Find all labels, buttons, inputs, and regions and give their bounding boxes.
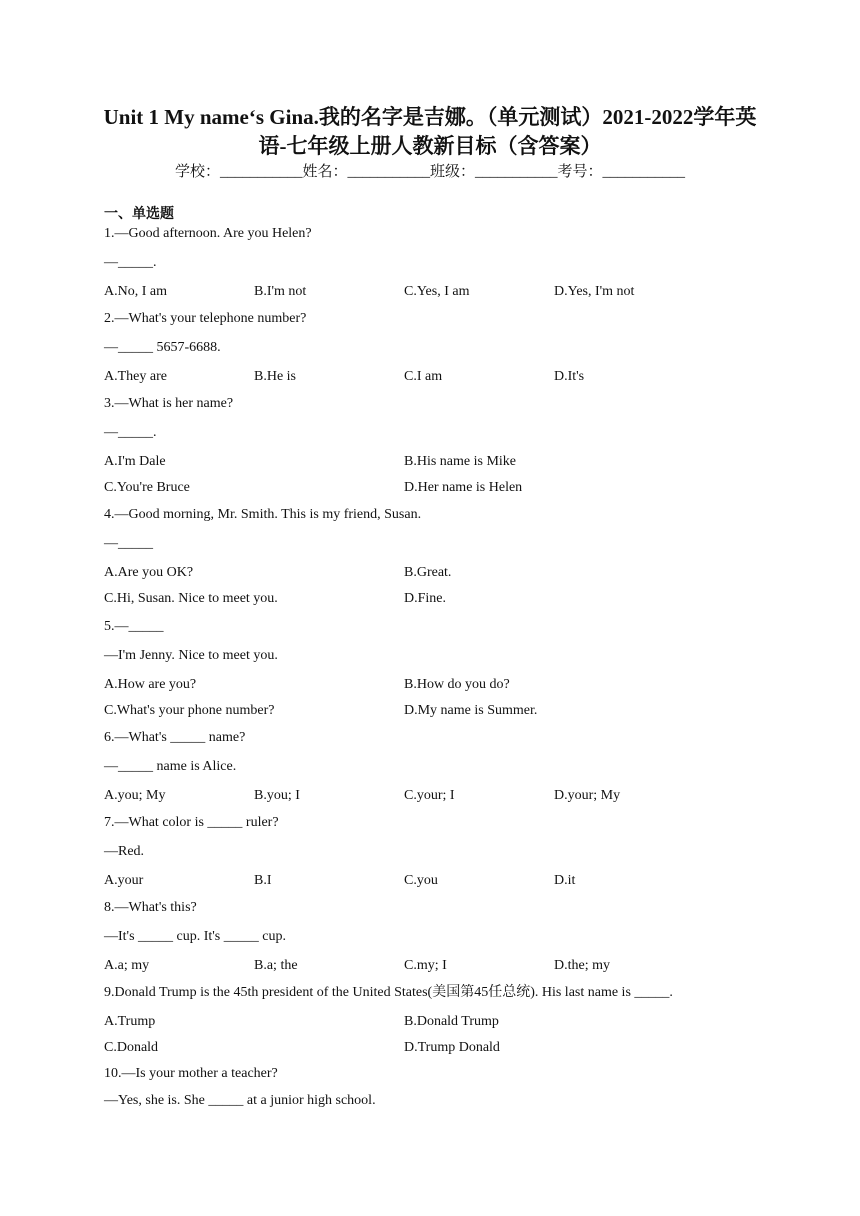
question-2-option-c: C.I am xyxy=(404,369,443,384)
question-2-option-d: D.It's xyxy=(554,369,585,384)
question-8-option-b: B.a; the xyxy=(254,958,298,973)
question-3-option-b: B.His name is Mike xyxy=(404,454,516,469)
question-5-stem: 5.—_____ xyxy=(104,619,164,634)
question-7-option-b: B.I xyxy=(254,873,272,888)
question-4-stem: 4.—Good morning, Mr. Smith. This is my friend, Susan. xyxy=(104,507,422,522)
question-4-option-d: D.Fine. xyxy=(404,591,446,606)
student-info-line: 学校：___________姓名：___________班级：___________考号：___________ xyxy=(174,164,685,180)
question-8-answer-line: —It's _____ cup. It's _____ cup. xyxy=(104,929,286,944)
question-7-answer-line: —Red. xyxy=(104,844,145,859)
question-7-option-a: A.your xyxy=(104,873,144,888)
question-3-option-a: A.I'm Dale xyxy=(104,454,166,469)
question-9-option-c: C.Donald xyxy=(104,1040,159,1055)
question-5-option-b: B.How do you do? xyxy=(404,677,510,692)
question-9-option-a: A.Trump xyxy=(104,1014,156,1029)
question-3-answer-line: —_____. xyxy=(104,425,157,440)
question-8-stem: 8.—What's this? xyxy=(104,900,197,915)
question-9-option-b: B.Donald Trump xyxy=(404,1014,499,1029)
question-8-option-c: C.my; I xyxy=(404,958,447,973)
question-5-option-c: C.What's your phone number? xyxy=(104,703,275,718)
question-1-stem: 1.—Good afternoon. Are you Helen? xyxy=(104,226,312,241)
question-1-answer-line: —_____. xyxy=(104,255,157,270)
question-6-option-b: B.you; I xyxy=(254,788,300,803)
question-4-option-b: B.Great. xyxy=(404,565,452,580)
question-4-option-c: C.Hi, Susan. Nice to meet you. xyxy=(104,591,278,606)
question-2-option-a: A.They are xyxy=(104,369,167,384)
question-6-answer-line: —_____ name is Alice. xyxy=(104,759,237,774)
question-6-option-a: A.you; My xyxy=(104,788,166,803)
question-5-option-a: A.How are you? xyxy=(104,677,197,692)
question-6-stem: 6.—What's _____ name? xyxy=(104,730,246,745)
question-10-answer-line: —Yes, she is. She _____ at a junior high school. xyxy=(104,1093,376,1108)
question-2-option-b: B.He is xyxy=(254,369,296,384)
question-9-stem: 9.Donald Trump is the 45th president of the United States(美国第45任总统). His last name is _____. xyxy=(104,985,673,1000)
question-8-option-a: A.a; my xyxy=(104,958,150,973)
question-7-stem: 7.—What color is _____ ruler? xyxy=(104,815,279,830)
section-heading: 一、单选题 xyxy=(104,207,174,222)
question-1-option-a: A.No, I am xyxy=(104,284,167,299)
question-6-option-d: D.your; My xyxy=(554,788,621,803)
question-6-option-c: C.your; I xyxy=(404,788,455,803)
question-1-option-c: C.Yes, I am xyxy=(404,284,470,299)
question-3-option-c: C.You're Bruce xyxy=(104,480,190,495)
question-2-answer-line: —_____ 5657-6688. xyxy=(104,340,221,355)
question-3-option-d: D.Her name is Helen xyxy=(404,480,523,495)
question-10-stem: 10.—Is your mother a teacher? xyxy=(104,1066,278,1081)
question-1-option-d: D.Yes, I'm not xyxy=(554,284,635,299)
question-4-answer-line: —_____ xyxy=(104,536,153,551)
question-3-stem: 3.—What is her name? xyxy=(104,396,234,411)
question-5-answer-line: —I'm Jenny. Nice to meet you. xyxy=(104,648,278,663)
question-7-option-d: D.it xyxy=(554,873,576,888)
question-8-option-d: D.the; my xyxy=(554,958,610,973)
question-2-stem: 2.—What's your telephone number? xyxy=(104,311,307,326)
question-4-option-a: A.Are you OK? xyxy=(104,565,194,580)
page-title: Unit 1 My name‘s Gina.我的名字是吉娜。（单元测试）2021-2022学年英语-七年级上册人教新目标（含答案） xyxy=(103,105,757,158)
question-7-option-c: C.you xyxy=(404,873,438,888)
question-5-option-d: D.My name is Summer. xyxy=(404,703,538,718)
question-9-option-d: D.Trump Donald xyxy=(404,1040,500,1055)
question-1-option-b: B.I'm not xyxy=(254,284,307,299)
